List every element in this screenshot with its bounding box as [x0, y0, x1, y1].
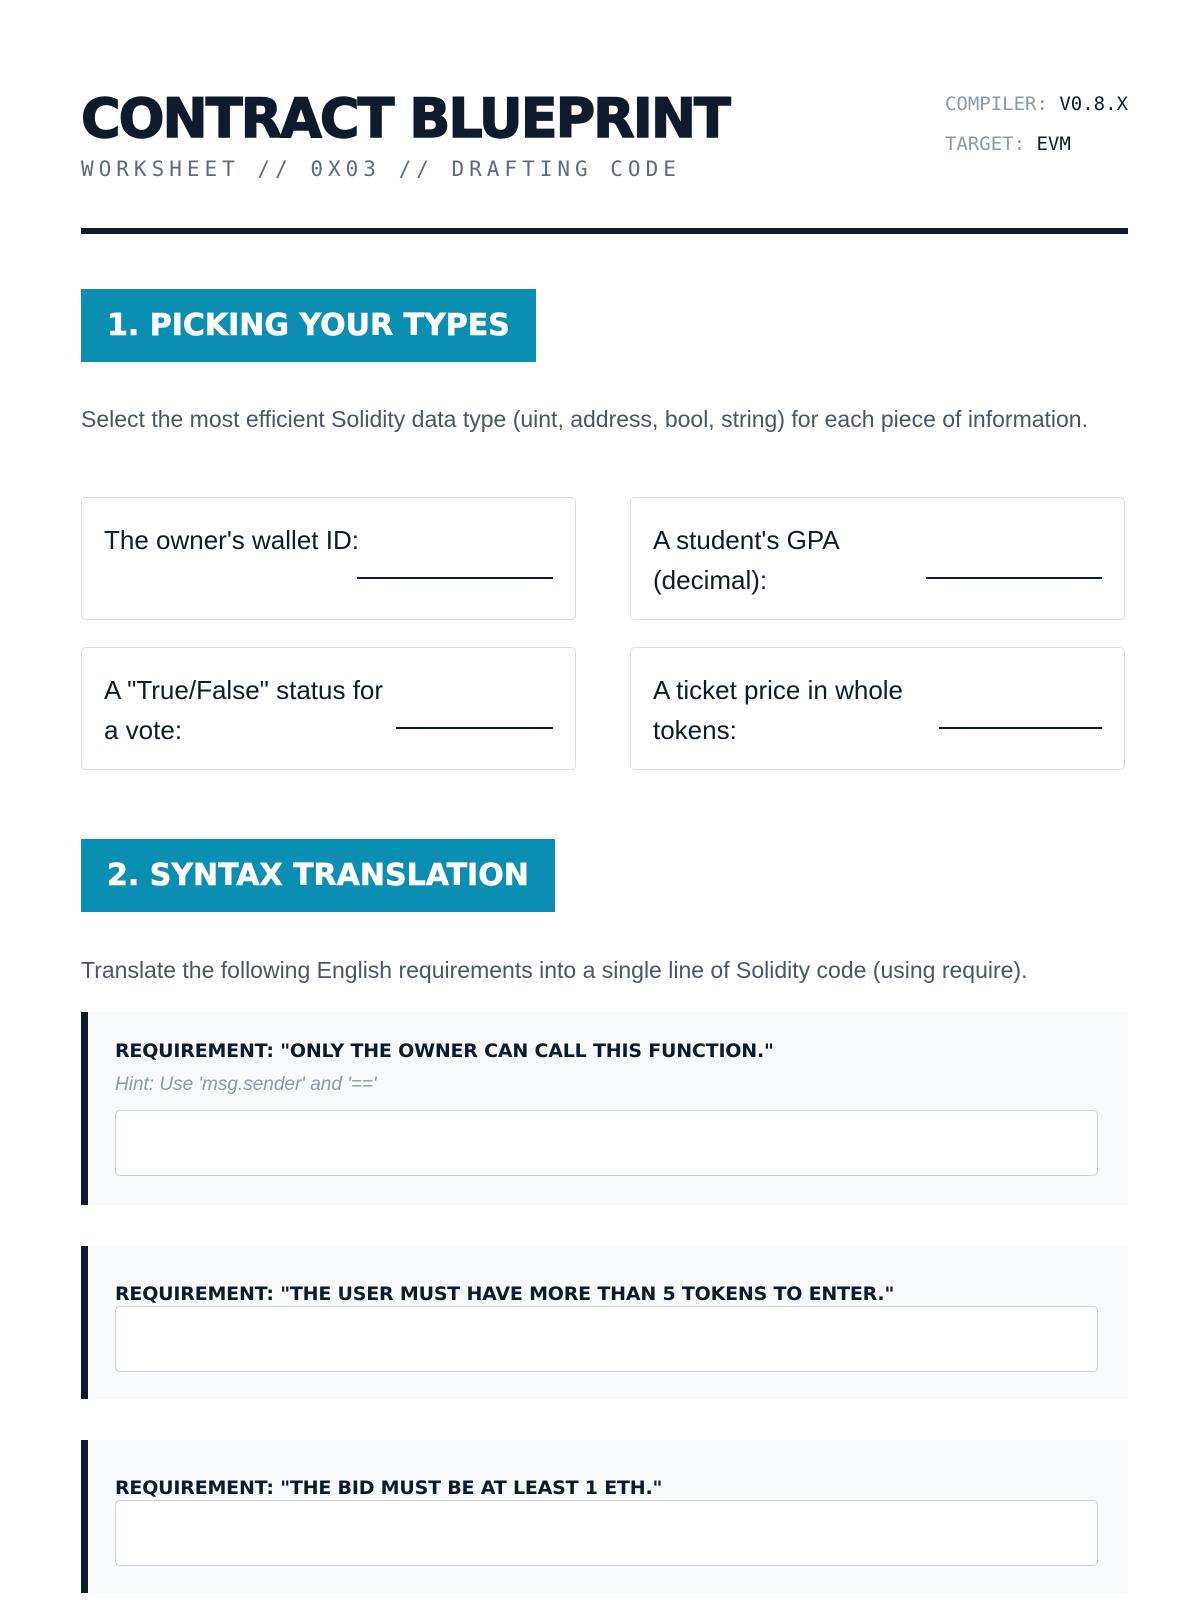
type-question-label: A student's GPA (decimal): [653, 525, 839, 595]
requirement-hint: Hint: Use 'msg.sender' and '==' [115, 1074, 377, 1095]
target-key: TARGET: [944, 133, 1026, 155]
requirement-title: REQUIREMENT: "THE BID MUST BE AT LEAST 1 ETH." [115, 1477, 663, 1499]
page-title: CONTRACT BLUEPRINT [81, 87, 729, 150]
type-question-card [81, 497, 576, 620]
section-2-instructions: Translate the following English requirements into a single line of Solidity code (using require). [81, 957, 1028, 983]
type-question-card [630, 647, 1125, 770]
answer-blank[interactable] [926, 577, 1102, 579]
page-subtitle: WORKSHEET // 0X03 // DRAFTING CODE [81, 157, 681, 181]
section-1-heading: 1. PICKING YOUR TYPES [81, 289, 536, 362]
type-question-label: A "True/False" status for a vote: [104, 675, 384, 745]
type-question-label: The owner's wallet ID: [104, 525, 359, 555]
requirement-block [81, 1440, 1128, 1593]
target-row [945, 124, 1128, 164]
code-answer-input[interactable] [115, 1500, 1098, 1566]
requirement-block [81, 1246, 1128, 1399]
requirement-title: REQUIREMENT: "ONLY THE OWNER CAN CALL THIS FUNCTION." [115, 1040, 774, 1062]
section-2-heading: 2. SYNTAX TRANSLATION [81, 839, 555, 912]
compiler-value: V0.8.X [1059, 93, 1128, 115]
target-value: EVM [1036, 133, 1071, 155]
code-answer-input[interactable] [115, 1306, 1098, 1372]
requirement-block [81, 1012, 1128, 1205]
compiler-row [945, 84, 1128, 124]
answer-blank[interactable] [396, 727, 553, 729]
compiler-key: COMPILER: [944, 93, 1048, 115]
type-question-card [630, 497, 1125, 620]
page-header [81, 84, 1128, 240]
compiler-meta [945, 84, 1128, 164]
code-answer-input[interactable] [115, 1110, 1098, 1176]
section-1-instructions: Select the most efficient Solidity data type (uint, address, bool, string) for each piece of information. [81, 406, 1088, 432]
type-question-card [81, 647, 576, 770]
answer-blank[interactable] [939, 727, 1102, 729]
type-question-label: A ticket price in whole tokens: [653, 675, 904, 745]
answer-blank[interactable] [357, 577, 553, 579]
header-divider [81, 228, 1128, 234]
requirement-title: REQUIREMENT: "THE USER MUST HAVE MORE THAN 5 TOKENS TO ENTER." [115, 1283, 895, 1305]
